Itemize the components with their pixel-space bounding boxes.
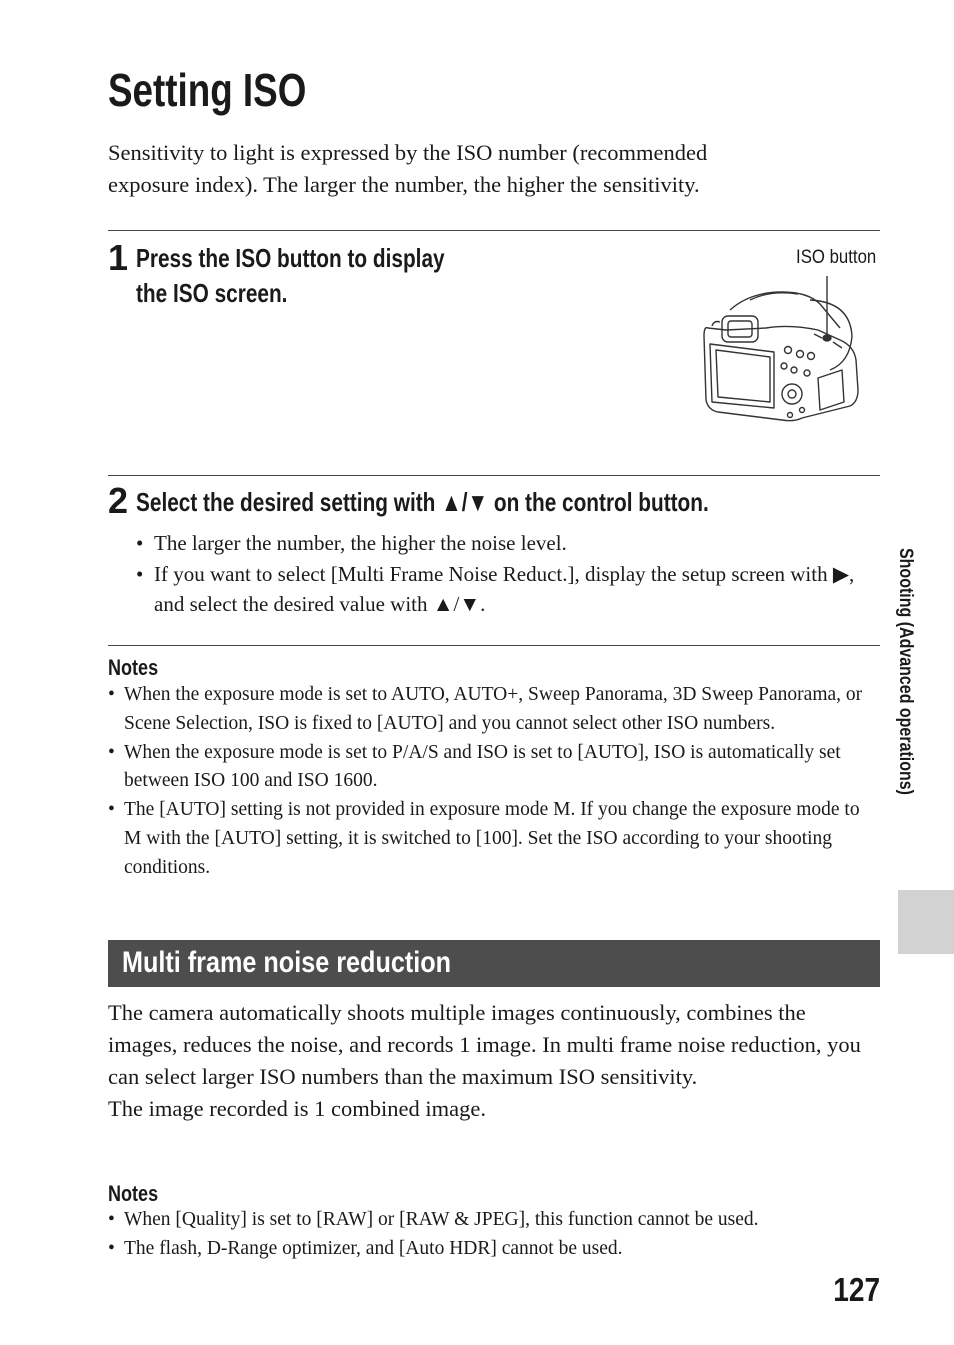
notes-1-list: [108, 681, 880, 883]
step-number: 2: [108, 480, 129, 521]
camera-illustration-icon: [690, 270, 870, 440]
list-item: • The larger the number, the higher the noise level.: [136, 528, 880, 559]
section-title: Multi frame noise reduction: [122, 946, 452, 979]
notes-1-heading-wrap: [108, 655, 169, 681]
step-2-text-wrap: [136, 485, 852, 520]
notes-heading: Notes: [108, 655, 159, 680]
page-number-wrap: [833, 1268, 880, 1313]
divider: [108, 475, 880, 476]
section-header: [108, 940, 880, 987]
notes-2-list: [108, 1206, 880, 1264]
step-number: 1: [108, 237, 129, 278]
intro-line: exposure index). The larger the number, the higher the sensitivity.: [108, 172, 700, 197]
list-item: • If you want to select [Multi Frame Noise Reduct.], display the setup screen with ▶, and select the desired value with ▲/▼.: [136, 559, 880, 620]
page-title-wrap: [108, 62, 356, 118]
page-title: Setting ISO: [108, 64, 307, 116]
divider: [108, 645, 880, 646]
step-2-bullets: [136, 528, 880, 620]
divider: [108, 230, 880, 231]
list-item: • The [AUTO] setting is not provided in exposure mode M. If you change the exposure mode to M with the [AUTO] setting, it is switched to [100]. Set the ISO according to your shooting conditions.: [108, 796, 880, 882]
step-1-line: the ISO screen.: [136, 278, 288, 308]
section-body: [108, 997, 880, 1125]
iso-button-callout-label: ISO button: [795, 246, 876, 268]
list-item: • When [Quality] is set to [RAW] or [RAW & JPEG], this function cannot be used.: [108, 1206, 880, 1235]
step-1-text: [136, 241, 522, 311]
list-item: • When the exposure mode is set to P/A/S and ISO is set to [AUTO], ISO is automatically set between ISO 100 and ISO 1600.: [108, 739, 880, 797]
side-tab-marker: [898, 890, 954, 954]
notes-2-heading-wrap: [108, 1181, 169, 1207]
step-2-text: Select the desired setting with ▲/▼ on the control button.: [136, 487, 709, 517]
step-1-line: Press the ISO button to display: [136, 243, 445, 273]
page-number: 127: [833, 1271, 880, 1308]
list-item: • The flash, D-Range optimizer, and [Auto HDR] cannot be used.: [108, 1235, 880, 1264]
intro-paragraph: [108, 137, 848, 201]
step-1: [108, 238, 128, 278]
section-paragraph: The image recorded is 1 combined image.: [108, 1096, 486, 1121]
intro-line: Sensitivity to light is expressed by the ISO number (recommended: [108, 140, 708, 165]
side-tab-label: Shooting (Advanced operations): [895, 548, 917, 795]
step-2: [108, 481, 128, 521]
notes-heading: Notes: [108, 1181, 159, 1206]
side-tab: [893, 548, 933, 878]
section-paragraph: The camera automatically shoots multiple images continuously, combines the images, reduces the noise, and records 1 image. In multi frame noise reduction, you can select larger ISO numbers than the maximum ISO sensitivity.: [108, 1000, 861, 1089]
list-item: • When the exposure mode is set to AUTO, AUTO+, Sweep Panorama, 3D Sweep Panorama, or Scene Selection, ISO is fixed to [AUTO] and you cannot select other ISO numbers.: [108, 681, 880, 739]
